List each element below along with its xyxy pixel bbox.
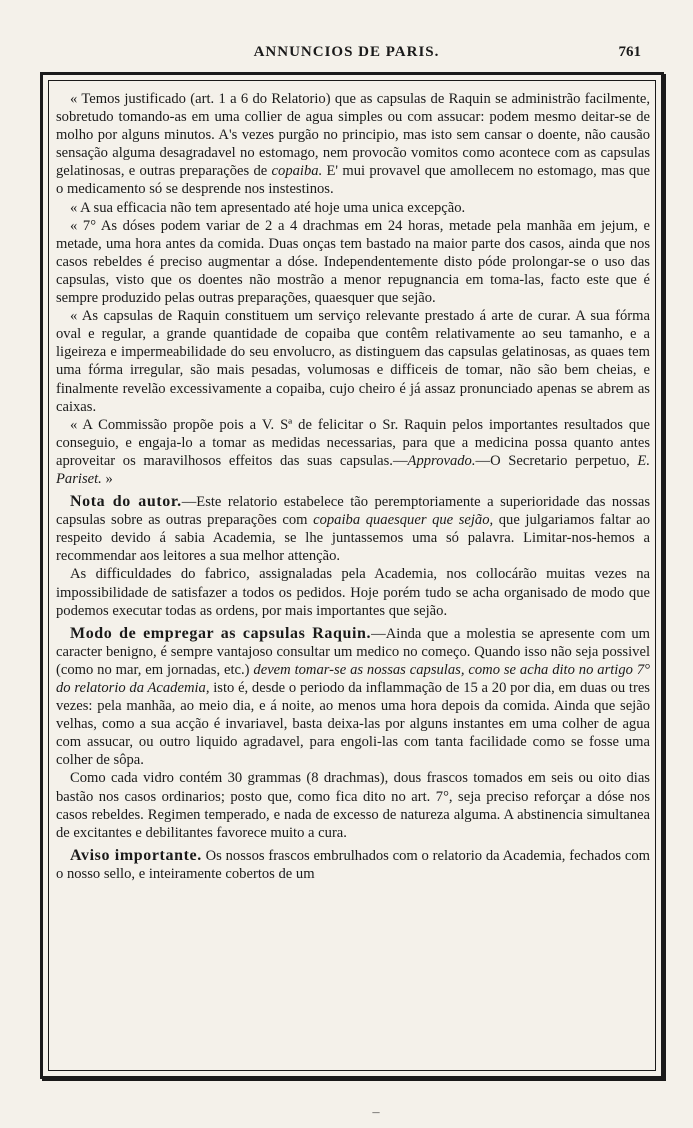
article-body	[56, 90, 650, 883]
page-header	[0, 44, 693, 70]
paragraph-author-note: Nota do autor.—Este relatorio estabelece tão peremptoriamente a superioridade das nossas capsulas sobre as outras preparações com copaiba quaesquer que sejão, que julgariamos faltar ao respeito devido á sabia Academia, se lhe juntassemos uma só palavra. Limitar-nos-hemos a recommendar aos leitores a sua melhor attenção.	[56, 493, 650, 565]
section-heading-aviso: Aviso importante.	[70, 846, 202, 864]
paragraph-usage: Modo de empregar as capsulas Raquin.—Ainda que a molestia se apresente com um caracter benigno, é sempre vantajoso consultar um medico no começo. Quando isso não seja possivel (como no mar, em jornadas, etc.) devem tomar-se as nossas capsulas, como se acha dito no artigo 7° do relatorio da Academia, isto é, desde o periodo da inflammação de 15 a 20 por dia, em duas ou tres vezes: pela manhãa, ao meio dia, e á noite, ao menos uma hora depois da comida. Ainda que sejão velhas, como a sua acção é invariavel, basta deixa-las por alguns instantes em uma colher de agua com assucar, ou outro liquido agradavel, para engoli-las com tanta facilidade como se fosse uma colher de sôpa.	[56, 624, 650, 769]
paragraph-doses: « 7° As dóses podem variar de 2 a 4 drachmas em 24 horas, metade pela manhãa em jejum, e metade, uma hora antes da comida. Duas onças tem bastado na maior parte dos casos, ainda que nos casos rebeldes é preciso augmentar a dóse. Independentemente disto póde prolongar-se o uso das capsulas, visto que os doentes não mostrão a menor repugnancia em toma-las, facto este que é sempre produzido pelas outras preparações, quaesquer que sejão.	[56, 217, 650, 307]
section-heading-nota: Nota do autor.	[70, 493, 182, 511]
paragraph-difficulties: As difficuldades do fabrico, assignaladas pela Academia, nos collocárão muitas vezes na impossibilidade de satisfazer a todos os pedidos. Hoje porém tudo se acha organisado de modo que podemos executar todas as ordens, por mais importantes que sejão.	[56, 566, 650, 619]
paragraph-administration: « Temos justificado (art. 1 a 6 do Relatorio) que as capsulas de Raquin se administrão facilmente, sobretudo tomando-as em uma collier de agua simples ou com assucar: podem mesmo deitar-se de molho por alguns minutos. A's vezes purgão no principio, mas isto sem cansar o doente, não causão sensação alguma desagradavel no estomago, nem provocão vomitos como acontece com as capsulas gelatinosas, e outras preparações de copaiba. E' mui provavel que amollecem no estomago, mas que o medicamento só se desprende nos instestinos.	[56, 91, 650, 198]
paragraph-efficacy: « A sua efficacia não tem apresentado até hoje uma unica excepção.	[70, 199, 466, 216]
paragraph-bottle: Como cada vidro contém 30 grammas (8 drachmas), dous frascos tomados em seis ou oito dias bastão nos casos ordinarios; posto que, como fica dito no art. 7°, seja preciso reforçar a dóse nos casos rebeldes. Regimen temperado, e nada de excesso de natureza alguma. A abstinencia simultanea de excitantes e debilitantes favorece muito a cura.	[56, 770, 650, 841]
paragraph-commission: « A Commissão propõe pois a V. Sª de felicitar o Sr. Raquin pelos importantes resultados que conseguio, e engaja-lo a tomar as medidas necessarias, para que a medicina possa quanto antes aproveitar os maravilhosos effeitos das suas capsulas.—Approvado.—O Secretario perpetuo, E. Pariset. »	[56, 416, 650, 487]
running-title: ANNUNCIOS DE PARIS.	[253, 44, 440, 60]
footer-mark: —	[372, 1108, 380, 1117]
section-heading-modo: Modo de empregar as capsulas Raquin.	[70, 624, 372, 642]
paragraph-service: « As capsulas de Raquin constituem um serviço relevante prestado á arte de curar. A sua fórma oval e regular, a grande quantidade de copaiba que contêm relativamente ao seu tamanho, e a ligeireza e impermeabilidade do seu envolucro, as distinguem das capsulas gelatinosas, as quaes tem uma fórma irregular, são mais pesadas, volumosas e difficeis de tomar, não são bem cheias, e finalmente revelão excessivamente a copaiba, cujo cheiro é já assaz pronunciado apenas se abrem as caixas.	[56, 308, 650, 415]
paragraph-notice: Aviso importante. Os nossos frascos embrulhados com o relatorio da Academia, fechados com o nosso sello, e inteiramente cobertos de um	[56, 846, 650, 882]
page-number: 761	[618, 44, 641, 60]
